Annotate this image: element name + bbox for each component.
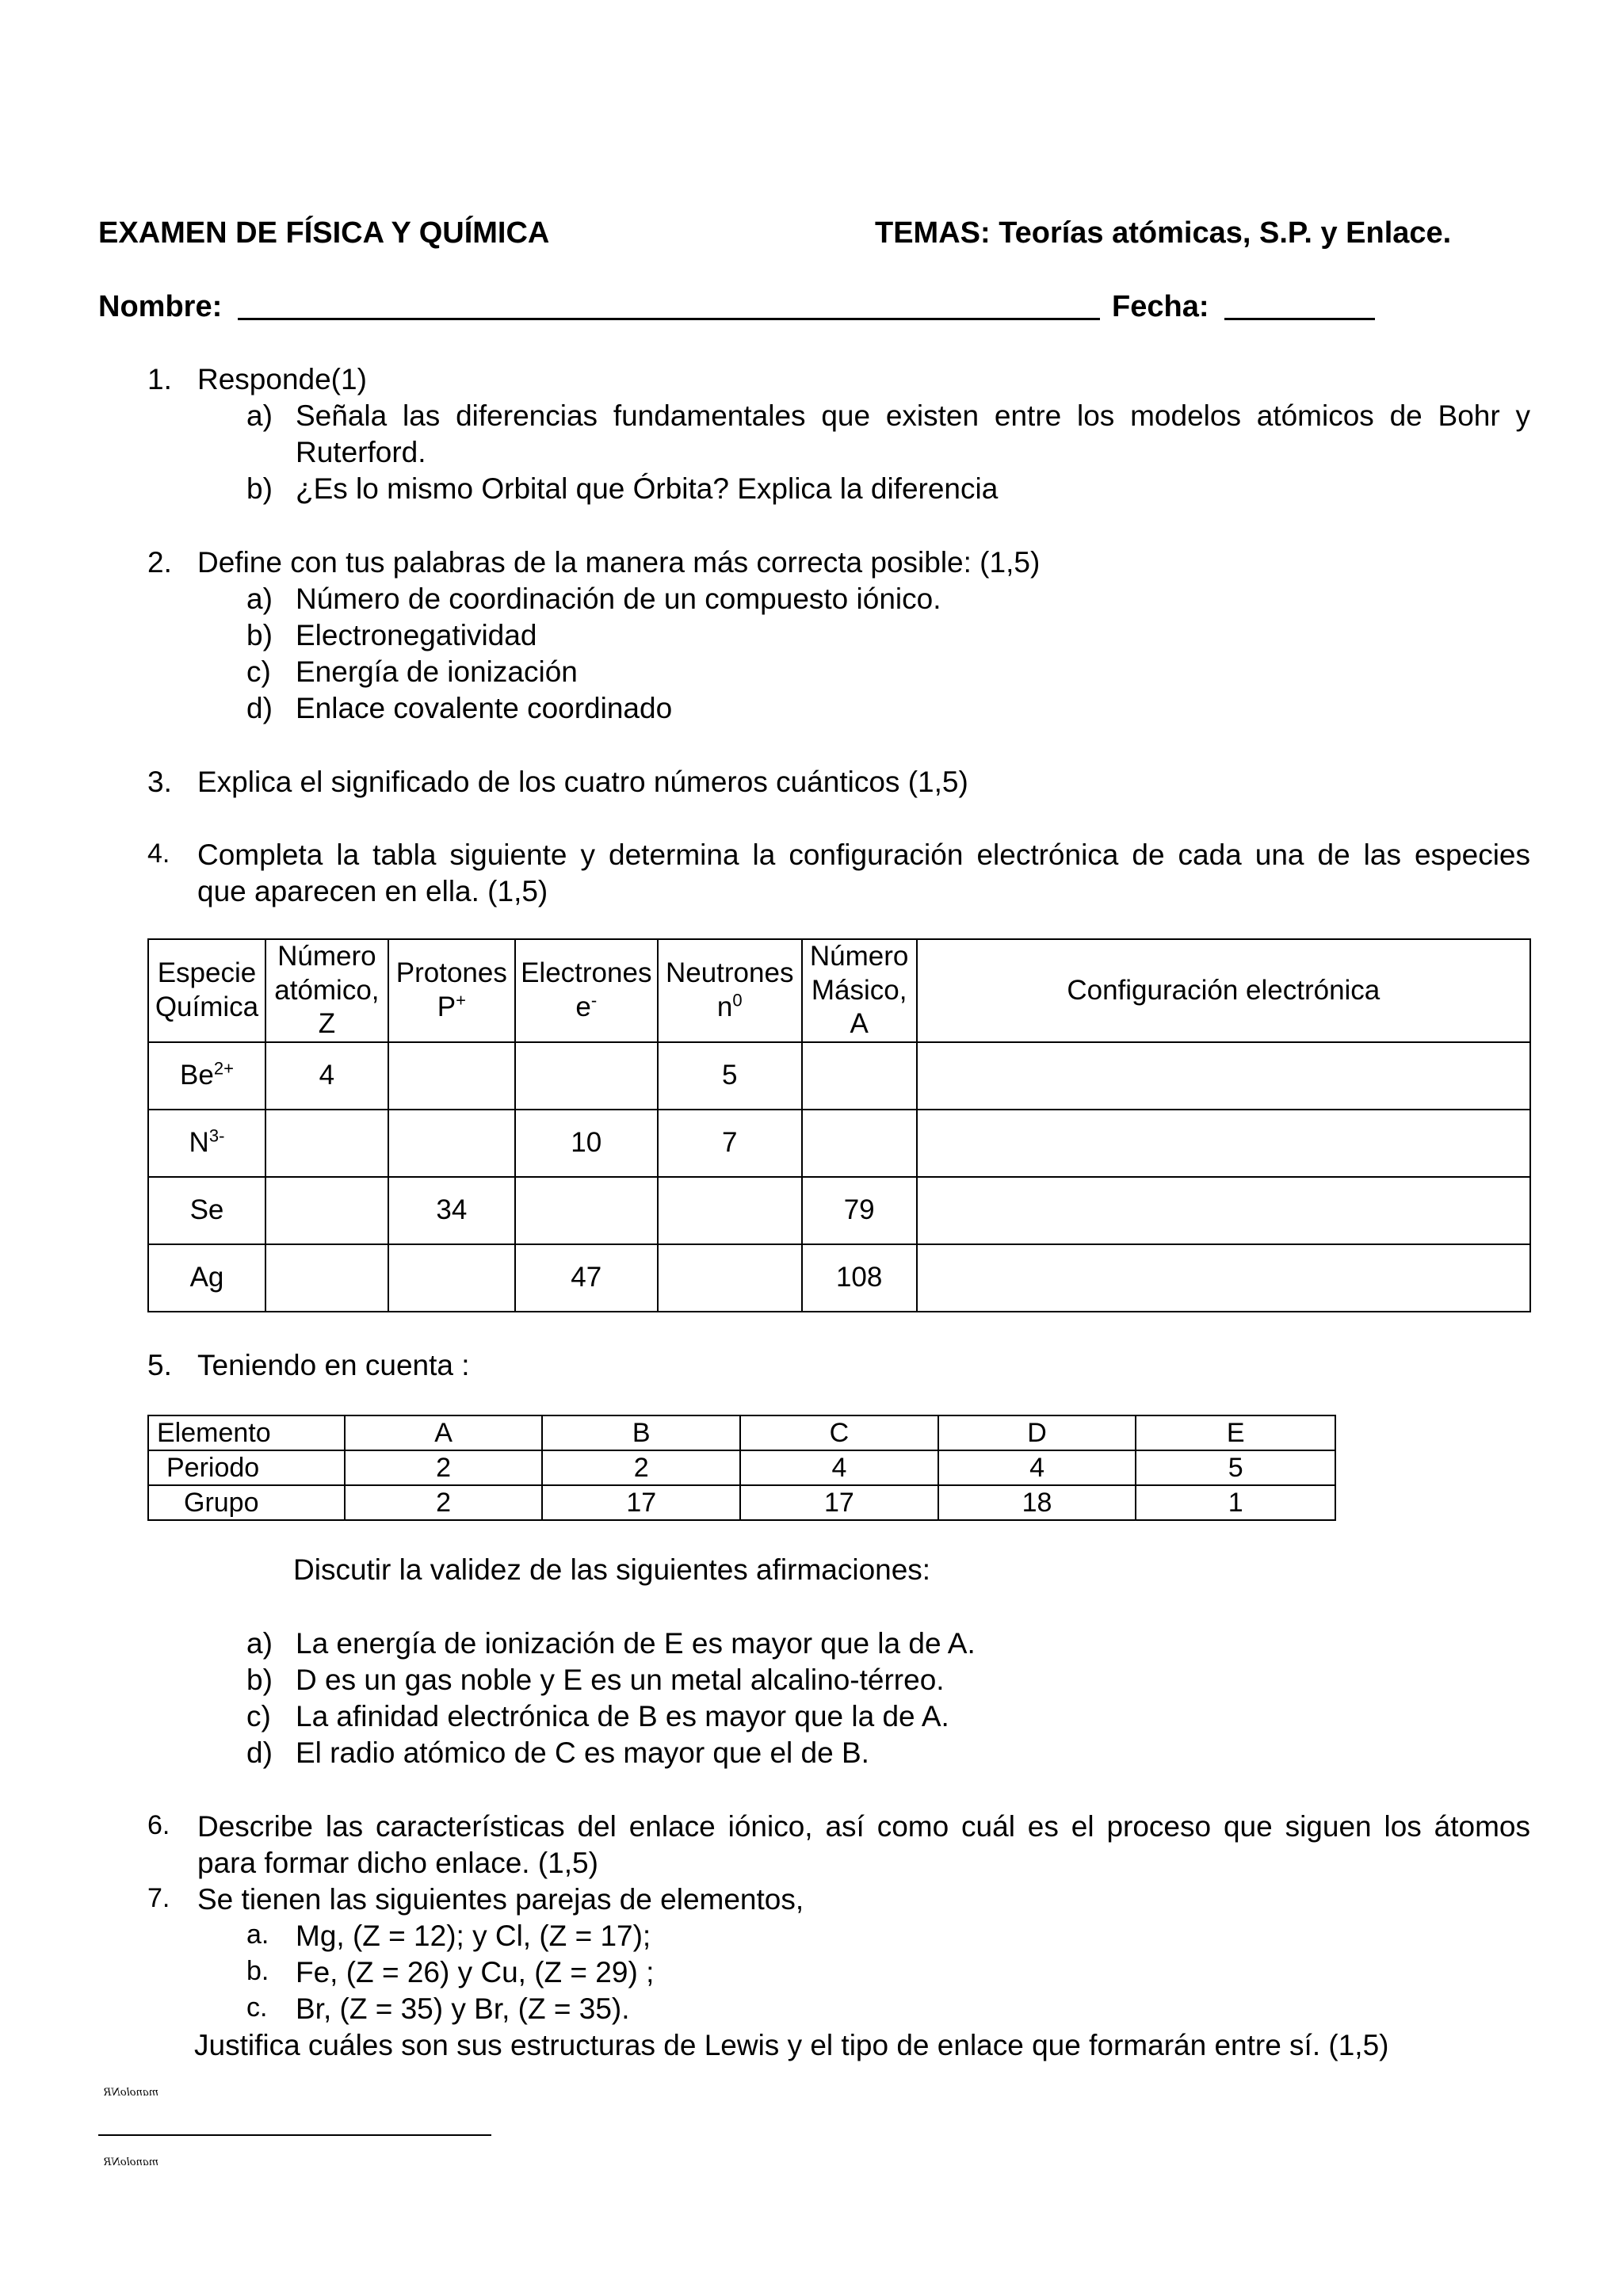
config-cell[interactable] (917, 1177, 1530, 1244)
q4-number: 4. (147, 839, 170, 869)
table-row (148, 1042, 1530, 1110)
q5-c-text: La afinidad electrónica de B es mayor que la de A. (296, 1700, 949, 1733)
header-protones-l2: P (437, 991, 456, 1023)
species-base: N (189, 1127, 209, 1159)
header-numero-masico (802, 939, 917, 1042)
header-electrones-l1: Electrones (521, 957, 652, 989)
header-neutrones-l1: Neutrones (665, 957, 794, 989)
q4-line2: que aparecen en ella. (1,5) (197, 875, 548, 907)
q1-b-text: ¿Es lo mismo Orbital que Órbita? Explica la diferencia (296, 472, 999, 505)
q1-a-line1: Señala las diferencias fundamentales que existen entre los modelos atómicos de Bohr y (296, 399, 1530, 432)
config-cell[interactable] (917, 1110, 1530, 1177)
config-cell[interactable] (917, 1042, 1530, 1110)
table-cell: Periodo (148, 1450, 345, 1485)
config-cell[interactable] (917, 1244, 1530, 1312)
header-masico-l2: Másico, (811, 974, 907, 1006)
species-charge: 2+ (213, 1058, 234, 1079)
q2-a-text: Número de coordinación de un compuesto iónico. (296, 583, 941, 615)
header-masico-l1: Número (809, 941, 909, 972)
e-cell[interactable]: 47 (515, 1244, 658, 1312)
header-configuracion: Configuración electrónica (917, 939, 1530, 1042)
n-cell[interactable]: 7 (658, 1110, 802, 1177)
header-neutrones (658, 939, 802, 1042)
exam-title: EXAMEN DE FÍSICA Y QUÍMICA (98, 216, 550, 250)
table-cell: Grupo (148, 1485, 345, 1520)
q5-b-text: D es un gas noble y E es un metal alcalino-térreo. (296, 1664, 945, 1696)
header-protones (388, 939, 515, 1042)
q7-a-text: Mg, (Z = 12); y Cl, (Z = 17); (296, 1920, 651, 1952)
table-cell: 18 (938, 1485, 1136, 1520)
elements-table (147, 1415, 1336, 1521)
n-cell[interactable]: 5 (658, 1042, 802, 1110)
table-cell: 2 (345, 1450, 543, 1485)
table-row (148, 1485, 1335, 1520)
q5-a-label: a) (246, 1627, 273, 1660)
q6-line1: Describe las características del enlace iónico, así como cuál es el proceso que siguen los átomos (197, 1810, 1530, 1843)
q6-line2: para formar dicho enlace. (1,5) (197, 1847, 598, 1879)
table-cell: A (345, 1415, 543, 1450)
table-cell: 17 (542, 1485, 740, 1520)
q2-d-label: d) (246, 692, 273, 724)
table-row (148, 1244, 1530, 1312)
header-especie (148, 939, 265, 1042)
species-cell (148, 1110, 265, 1177)
header-neutrones-l2: n (716, 991, 733, 1023)
q5-text: Teniendo en cuenta : (197, 1349, 470, 1381)
table-row (148, 1110, 1530, 1177)
header-numero-atomico (265, 939, 388, 1042)
footer-mark-top: manoloNR (103, 2087, 158, 2099)
z-cell[interactable]: 4 (265, 1042, 388, 1110)
q5-d-text: El radio atómico de C es mayor que el de B. (296, 1736, 869, 1769)
species-cell (148, 1244, 265, 1312)
species-base: Se (189, 1194, 224, 1226)
q5-intro: Discutir la validez de las siguientes afirmaciones: (293, 1553, 931, 1586)
q5-d-label: d) (246, 1736, 273, 1769)
q2-number: 2. (147, 546, 172, 579)
table-cell: C (740, 1415, 938, 1450)
q2-text: Define con tus palabras de la manera más correcta posible: (1,5) (197, 546, 1041, 579)
q7-number: 7. (147, 1883, 170, 1913)
q7-closing: Justifica cuáles son sus estructuras de Lewis y el tipo de enlace que formarán entre sí. (1,5) (194, 2029, 1389, 2061)
e-cell[interactable]: 10 (515, 1110, 658, 1177)
header-protones-l1: Protones (395, 957, 507, 989)
q2-d-text: Enlace covalente coordinado (296, 692, 673, 724)
table-cell: 5 (1136, 1450, 1335, 1485)
e-cell[interactable] (515, 1042, 658, 1110)
q1-a-line2: Ruterford. (296, 436, 426, 468)
q4-line1: Completa la tabla siguiente y determina la configuración electrónica de cada una de las especies (197, 839, 1530, 871)
q7-b-text: Fe, (Z = 26) y Cu, (Z = 29) ; (296, 1956, 655, 1988)
q3-text: Explica el significado de los cuatro números cuánticos (1,5) (197, 766, 968, 798)
a-cell[interactable]: 108 (802, 1244, 917, 1312)
exam-topics: TEMAS: Teorías atómicas, S.P. y Enlace. (875, 216, 1452, 250)
header-electrones-sup: - (590, 990, 598, 1010)
q1-b-label: b) (246, 472, 273, 505)
p-cell[interactable] (388, 1110, 515, 1177)
q7-text: Se tienen las siguientes parejas de elementos, (197, 1883, 804, 1916)
a-cell[interactable] (802, 1042, 917, 1110)
q1-number: 1. (147, 363, 172, 395)
table-cell: E (1136, 1415, 1335, 1450)
table-cell: 1 (1136, 1485, 1335, 1520)
species-base: Ag (189, 1262, 224, 1293)
header-especie-l1: Especie (157, 957, 257, 989)
q2-b-label: b) (246, 619, 273, 651)
p-cell[interactable]: 34 (388, 1177, 515, 1244)
q2-c-label: c) (246, 655, 271, 688)
date-label: Fecha: (1112, 290, 1209, 323)
header-electrones (515, 939, 658, 1042)
a-cell[interactable] (802, 1110, 917, 1177)
header-numero-l2: atómico, (274, 974, 380, 1006)
q1-a-label: a) (246, 399, 273, 432)
q7-a-label: a. (246, 1920, 269, 1950)
q2-a-label: a) (246, 583, 273, 615)
header-protones-sup: + (456, 990, 466, 1010)
q2-b-text: Electronegatividad (296, 619, 537, 651)
table-cell: Elemento (148, 1415, 345, 1450)
q7-c-text: Br, (Z = 35) y Br, (Z = 35). (296, 1992, 630, 2025)
date-line[interactable] (1224, 318, 1375, 320)
q5-a-text: La energía de ionización de E es mayor que la de A. (296, 1627, 976, 1660)
header-numero-l1: Número (277, 941, 376, 972)
table-cell: D (938, 1415, 1136, 1450)
table-row (148, 1415, 1335, 1450)
header-electrones-l2: e (575, 991, 591, 1023)
table-cell: B (542, 1415, 740, 1450)
footer-separator (98, 2134, 491, 2136)
q6-number: 6. (147, 1810, 170, 1840)
n-cell[interactable] (658, 1177, 802, 1244)
header-numero-l3: Z (318, 1008, 336, 1040)
a-cell[interactable]: 79 (802, 1177, 917, 1244)
species-base: Be (180, 1060, 214, 1091)
q2-c-text: Energía de ionización (296, 655, 578, 688)
species-charge: 3- (208, 1125, 225, 1146)
z-cell[interactable] (265, 1110, 388, 1177)
name-line[interactable] (238, 318, 1100, 320)
header-especie-l2: Química (155, 991, 259, 1023)
z-cell[interactable] (265, 1244, 388, 1312)
e-cell[interactable] (515, 1177, 658, 1244)
table-cell: 2 (542, 1450, 740, 1485)
q1-text: Responde(1) (197, 363, 367, 395)
footer-mark-bottom: manoloNR (103, 2157, 158, 2168)
q7-c-label: c. (246, 1992, 268, 2023)
table-cell: 2 (345, 1485, 543, 1520)
q5-number: 5. (147, 1349, 172, 1381)
table-row (148, 1450, 1335, 1485)
p-cell[interactable] (388, 1244, 515, 1312)
header-neutrones-sup: 0 (732, 990, 743, 1010)
table-row (148, 1177, 1530, 1244)
z-cell[interactable] (265, 1177, 388, 1244)
header-masico-l3: A (850, 1008, 869, 1040)
table-cell: 4 (938, 1450, 1136, 1485)
species-cell (148, 1177, 265, 1244)
name-label: Nombre: (98, 290, 223, 323)
q7-b-label: b. (246, 1956, 269, 1986)
p-cell[interactable] (388, 1042, 515, 1110)
species-table-header-row (148, 939, 1530, 1042)
species-table (147, 938, 1531, 1312)
n-cell[interactable] (658, 1244, 802, 1312)
q3-number: 3. (147, 766, 172, 798)
q5-b-label: b) (246, 1664, 273, 1696)
table-cell: 4 (740, 1450, 938, 1485)
species-cell (148, 1042, 265, 1110)
table-cell: 17 (740, 1485, 938, 1520)
q5-c-label: c) (246, 1700, 271, 1733)
